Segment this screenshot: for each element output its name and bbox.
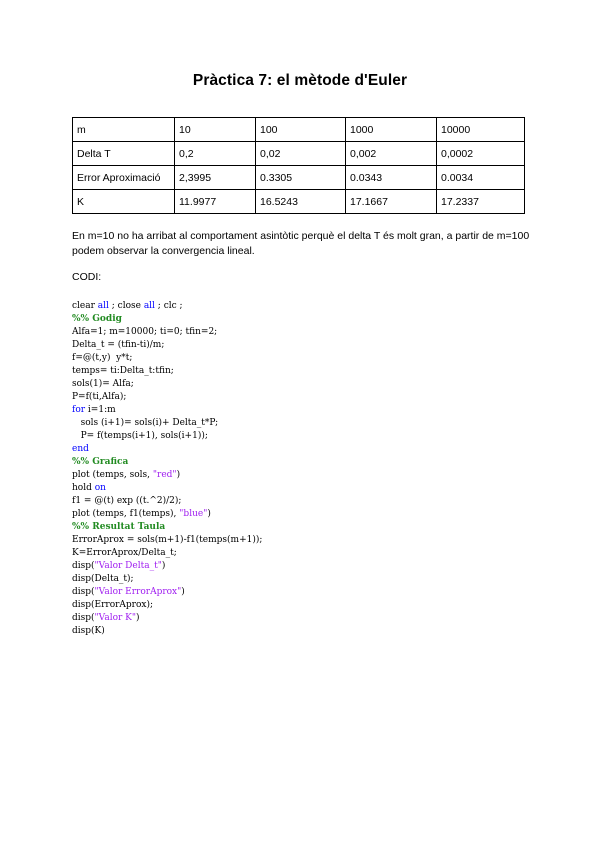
code-token: "red" xyxy=(152,470,177,480)
code-token: on xyxy=(94,483,106,493)
code-line xyxy=(72,495,262,508)
code-token: ) xyxy=(161,561,166,571)
code-token: Delta_t = (tfin-ti)/m; xyxy=(72,340,165,350)
code-token: P=f(ti,Alfa); xyxy=(72,392,127,402)
code-line xyxy=(72,482,262,495)
table-row-header: K xyxy=(73,190,175,214)
table-cell: 0.3305 xyxy=(256,166,346,190)
code-token: f=@(t,y) y*t; xyxy=(72,353,133,363)
code-token: for xyxy=(72,405,86,415)
code-token: disp( xyxy=(72,587,95,597)
code-line xyxy=(72,560,262,573)
table-cell: 10 xyxy=(175,118,256,142)
conclusion-paragraph: En m=10 no ha arribat al comportament asintòtic perquè el delta T és molt gran, a partir de m=100 podem observar la convergencia lineal. xyxy=(72,230,530,257)
code-token: ) xyxy=(181,587,185,597)
code-token: all xyxy=(97,301,109,311)
table-cell: 1000 xyxy=(346,118,437,142)
code-line xyxy=(72,508,262,521)
table-row xyxy=(73,118,525,142)
table-cell: 0,2 xyxy=(175,142,256,166)
code-line xyxy=(72,339,262,352)
table-row-header: Delta T xyxy=(73,142,175,166)
code-token: ) xyxy=(136,613,140,623)
table-cell: 16.5243 xyxy=(256,190,346,214)
code-token: disp(Delta_t); xyxy=(72,574,134,584)
code-token: %% Resultat Taula xyxy=(72,522,166,532)
code-token: Alfa=1; m=10000; ti=0; tfin=2; xyxy=(72,327,218,337)
code-token: P= f(temps(i+1), sols(i+1)); xyxy=(72,431,208,441)
code-token: hold xyxy=(72,483,95,493)
code-token: ErrorAprox = sols(m+1)-f1(temps(m+1)); xyxy=(72,535,263,545)
table-cell: 10000 xyxy=(437,118,525,142)
table-cell: 0,0002 xyxy=(437,142,525,166)
code-token: disp(ErrorAprox); xyxy=(72,600,154,610)
code-line xyxy=(72,534,262,547)
code-token: K=ErrorAprox/Delta_t; xyxy=(72,548,177,558)
code-line xyxy=(72,430,262,443)
code-token: plot (temps, f1(temps), xyxy=(72,509,180,519)
code-line xyxy=(72,313,262,326)
page-title: Pràctica 7: el mètode d'Euler xyxy=(192,72,408,89)
table-cell: 11.9977 xyxy=(175,190,256,214)
table-row-header: Error Aproximació xyxy=(73,166,175,190)
code-line xyxy=(72,365,262,378)
table-row xyxy=(73,142,525,166)
code-token: sols(1)= Alfa; xyxy=(72,379,134,389)
code-block xyxy=(72,300,262,638)
code-token: disp( xyxy=(72,613,95,623)
code-token: plot (temps, sols, xyxy=(72,470,153,480)
code-line xyxy=(72,300,262,313)
results-table xyxy=(72,117,525,214)
code-token: clear xyxy=(72,301,98,311)
table-row xyxy=(73,166,525,190)
code-line xyxy=(72,586,262,599)
table-cell: 100 xyxy=(256,118,346,142)
code-line xyxy=(72,326,262,339)
code-line xyxy=(72,404,262,417)
code-token: ) xyxy=(207,509,211,519)
table-cell: 17.1667 xyxy=(346,190,437,214)
code-token: ) xyxy=(176,470,181,480)
code-token: %% Godig xyxy=(72,314,122,324)
table-cell: 0,02 xyxy=(256,142,346,166)
code-token: all xyxy=(143,301,155,311)
code-token: end xyxy=(72,444,89,454)
table-cell: 0,002 xyxy=(346,142,437,166)
code-token: "blue" xyxy=(179,509,208,519)
code-token: ; close xyxy=(108,301,144,311)
code-token: "Valor ErrorAprox" xyxy=(94,587,182,597)
table-cell: 0.0034 xyxy=(437,166,525,190)
code-label: CODI: xyxy=(72,271,102,283)
code-line xyxy=(72,378,262,391)
code-line xyxy=(72,521,262,534)
code-token: temps= ti:Delta_t:tfin; xyxy=(72,366,174,376)
code-line xyxy=(72,547,262,560)
table-cell: 2,3995 xyxy=(175,166,256,190)
code-token: disp(K) xyxy=(72,626,105,636)
code-line xyxy=(72,599,262,612)
code-line xyxy=(72,469,262,482)
code-token: %% Grafica xyxy=(72,457,129,467)
code-token: "Valor K" xyxy=(94,613,137,623)
table-cell: 17.2337 xyxy=(437,190,525,214)
code-line xyxy=(72,612,262,625)
code-line xyxy=(72,417,262,430)
code-line xyxy=(72,625,262,638)
table-cell: 0.0343 xyxy=(346,166,437,190)
code-line xyxy=(72,352,262,365)
table-row xyxy=(73,190,525,214)
code-line xyxy=(72,573,262,586)
code-token: f1 = @(t) exp ((t.^2)/2); xyxy=(72,496,182,506)
table-row-header: m xyxy=(73,118,175,142)
code-line xyxy=(72,391,262,404)
code-token: sols (i+1)= sols(i)+ Delta_t*P; xyxy=(72,418,219,428)
code-token: disp( xyxy=(72,561,95,571)
code-token: i=1:m xyxy=(85,405,116,415)
code-line xyxy=(72,443,262,456)
code-token: "Valor Delta_t" xyxy=(94,561,162,571)
code-token: ; clc ; xyxy=(154,301,183,311)
code-line xyxy=(72,456,262,469)
